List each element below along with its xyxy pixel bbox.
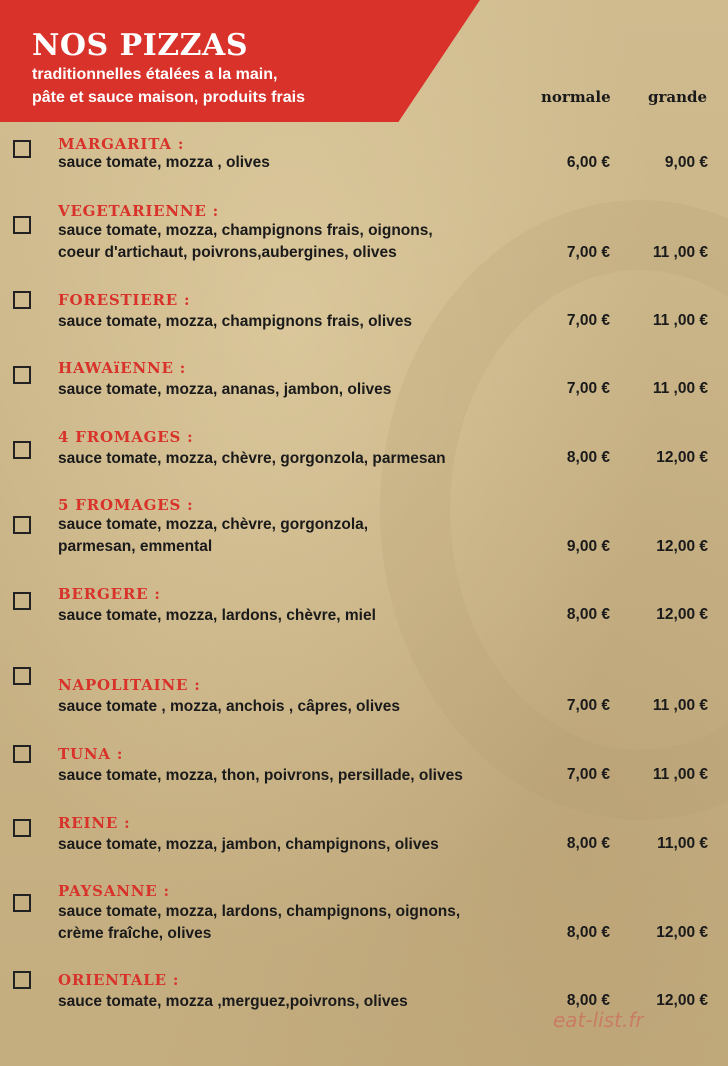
price-grande: 11 ,00 € [652,312,708,329]
price-grande: 11 ,00 € [652,380,708,397]
page-subtitle-line2: pâte et sauce maison, produits frais [32,89,305,106]
item-description-line: crème fraîche, olives [58,925,212,942]
item-description-line: parmesan, emmental [58,538,213,555]
price-grande: 12,00 € [656,449,708,466]
column-header-grande: grande [648,88,708,106]
item-description-line: sauce tomate, mozza ,merguez,poivrons, olives [58,993,408,1010]
price-normale: 8,00 € [566,606,610,623]
price-normale: 8,00 € [566,835,610,852]
item-checkbox[interactable] [13,667,31,685]
item-description-line: sauce tomate, mozza, jambon, champignons, olives [58,836,439,853]
item-checkbox[interactable] [13,592,31,610]
item-checkbox[interactable] [13,819,31,837]
item-description-line: sauce tomate, mozza, champignons frais, oignons, [58,222,433,239]
item-description [58,514,538,558]
item-description [58,379,538,401]
item-checkbox[interactable] [13,366,31,384]
item-name: VEGETARIENNE : [58,202,220,220]
item-description-line: sauce tomate, mozza, chèvre, gorgonzola, [58,516,369,533]
item-description [58,696,538,718]
price-grande: 9,00 € [664,154,708,171]
item-name: ORIENTALE : [58,971,180,989]
item-description [58,605,538,627]
item-checkbox[interactable] [13,516,31,534]
item-description [58,152,538,174]
item-description-line: sauce tomate, mozza, ananas, jambon, olives [58,381,392,398]
item-name: NAPOLITAINE : [58,676,201,694]
price-normale: 7,00 € [566,380,610,397]
price-grande: 11,00 € [657,835,708,852]
item-checkbox[interactable] [13,291,31,309]
item-description-line: sauce tomate, mozza, champignons frais, olives [58,313,413,330]
price-grande: 11 ,00 € [652,697,708,714]
item-name: TUNA : [58,745,124,763]
item-description [58,448,538,470]
item-checkbox[interactable] [13,216,31,234]
item-description-line: sauce tomate, mozza , olives [58,154,270,171]
item-checkbox[interactable] [13,894,31,912]
item-name: PAYSANNE : [58,882,170,900]
price-normale: 7,00 € [566,244,610,261]
price-normale: 8,00 € [566,449,610,466]
item-description [58,311,538,333]
item-description-line: sauce tomate, mozza, thon, poivrons, persillade, olives [58,767,463,784]
item-name: FORESTIERE : [58,291,191,309]
price-grande: 12,00 € [656,538,708,555]
site-watermark: eat-list.fr [553,1008,644,1032]
price-normale: 7,00 € [566,766,610,783]
item-description [58,991,538,1013]
item-name: REINE : [58,814,131,832]
price-normale: 9,00 € [566,538,610,555]
column-header-normale: normale [541,88,611,106]
item-name: BERGERE : [58,585,161,603]
background-logo-watermark [380,200,728,820]
price-grande: 11 ,00 € [652,766,708,783]
item-checkbox[interactable] [13,441,31,459]
item-description-line: sauce tomate, mozza, lardons, chèvre, miel [58,607,376,624]
item-checkbox[interactable] [13,971,31,989]
page-subtitle-line1: traditionnelles étalées a la main, [32,66,278,83]
item-description-line: coeur d'artichaut, poivrons,aubergines, olives [58,244,397,261]
price-normale: 6,00 € [566,154,610,171]
price-normale: 7,00 € [566,697,610,714]
price-normale: 7,00 € [566,312,610,329]
item-name: HAWAïENNE : [58,359,187,377]
item-description-line: sauce tomate, mozza, lardons, champignons, oignons, [58,903,461,920]
item-description-line: sauce tomate , mozza, anchois , câpres, olives [58,698,400,715]
price-normale: 8,00 € [566,992,610,1009]
price-grande: 11 ,00 € [652,244,708,261]
price-grande: 12,00 € [656,992,708,1009]
item-description [58,834,538,856]
item-name: 5 FROMAGES : [58,496,194,514]
item-description-line: sauce tomate, mozza, chèvre, gorgonzola, parmesan [58,450,446,467]
item-description [58,220,538,264]
page-title: NOS PIZZAS [32,28,248,63]
item-description [58,765,538,787]
item-name: 4 FROMAGES : [58,428,194,446]
price-grande: 12,00 € [656,606,708,623]
price-grande: 12,00 € [656,924,708,941]
item-checkbox[interactable] [13,140,31,158]
item-name: MARGARITA : [58,135,185,153]
item-checkbox[interactable] [13,745,31,763]
item-description [58,901,538,945]
price-normale: 8,00 € [566,924,610,941]
